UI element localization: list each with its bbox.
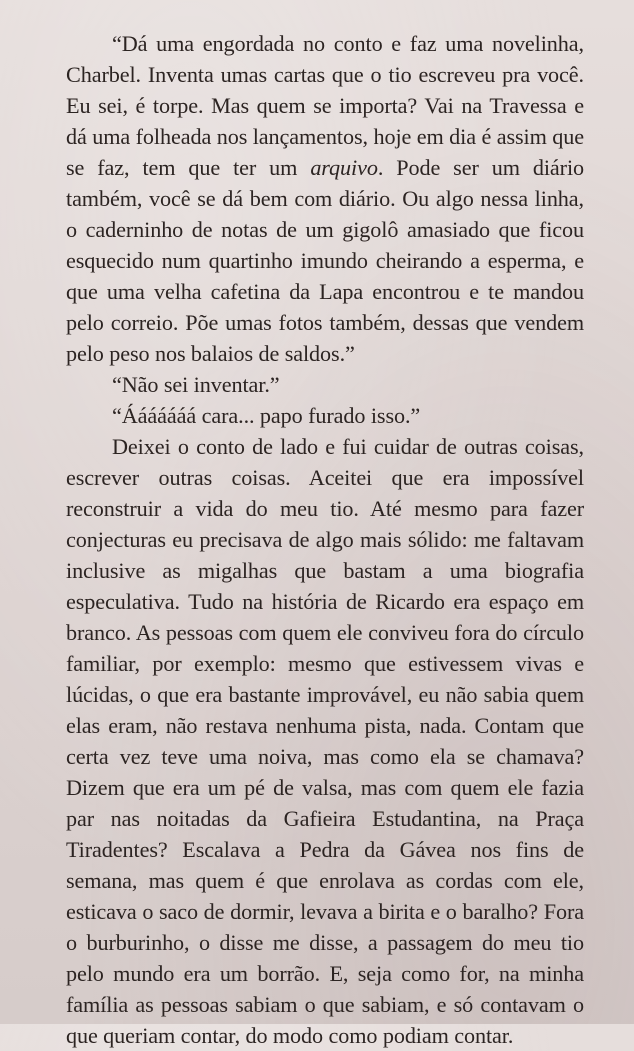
paragraph-dialogue-2: “Não sei inventar.” bbox=[112, 372, 280, 397]
paragraph-dialogue-3: “Ááááááá cara... papo furado isso.” bbox=[112, 403, 421, 428]
italic-word-arquivo: arquivo bbox=[310, 155, 378, 180]
paragraph-dialogue-1 bbox=[66, 28, 584, 369]
paragraph-dialogue-1-text: “Dá uma engordada no conto e faz uma novelinha, Charbel. Inventa umas cartas que o tio escreveu pra você. Eu sei, é torpe. Mas quem se importa? Vai na Travessa e dá uma folheada nos lançamentos, hoje em dia é assim que se faz, tem que ter um bbox=[66, 31, 584, 180]
paragraph-narrative: Deixei o conto de lado e fui cuidar de outras coisas, escrever outras coisas. Aceitei que era impossível reconstruir a vida do meu tio. Até mesmo para fazer conjecturas eu precisava de algo mais sólido: me faltavam inclusive as migalhas que bastam a uma biografia especulativa. Tudo na história de Ricardo era espaço em branco. As pessoas com quem ele conviveu fora do círculo familiar, por exemplo: mesmo que estivessem vivas e lúcidas, o que era bastante improvável, eu não sabia quem elas eram, não restava nenhuma pista, nada. Contam que certa vez teve uma noiva, mas como ela se chamava? Dizem que era um pé de valsa, mas com quem ele fazia par nas noitadas da Gafieira Estudantina, na Praça Tiradentes? Escalava a Pedra da Gávea nos fins de semana, mas quem é que enrolava as cordas com ele, esticava o saco de dormir, levava a birita e o baralho? Fora o burburinho, o disse me disse, a passagem do meu tio pelo mundo era um borrão. E, seja como for, na minha família as pessoas sabiam o que sabiam, e só contavam o que queriam contar, do modo como podiam contar. bbox=[66, 434, 584, 1048]
paragraph-dialogue-1-continued: . Pode ser um diário também, você se dá bem com diário. Ou algo nessa linha, o caderninho de notas de um gigolô amasiado que ficou esquecido num quartinho imundo cheirando a esperma, e que uma velha cafetina da Lapa encontrou e te mandou pelo correio. Põe umas fotos também, dessas que vendem pelo peso nos balaios de saldos.” bbox=[66, 155, 584, 366]
page-text bbox=[66, 28, 584, 1051]
